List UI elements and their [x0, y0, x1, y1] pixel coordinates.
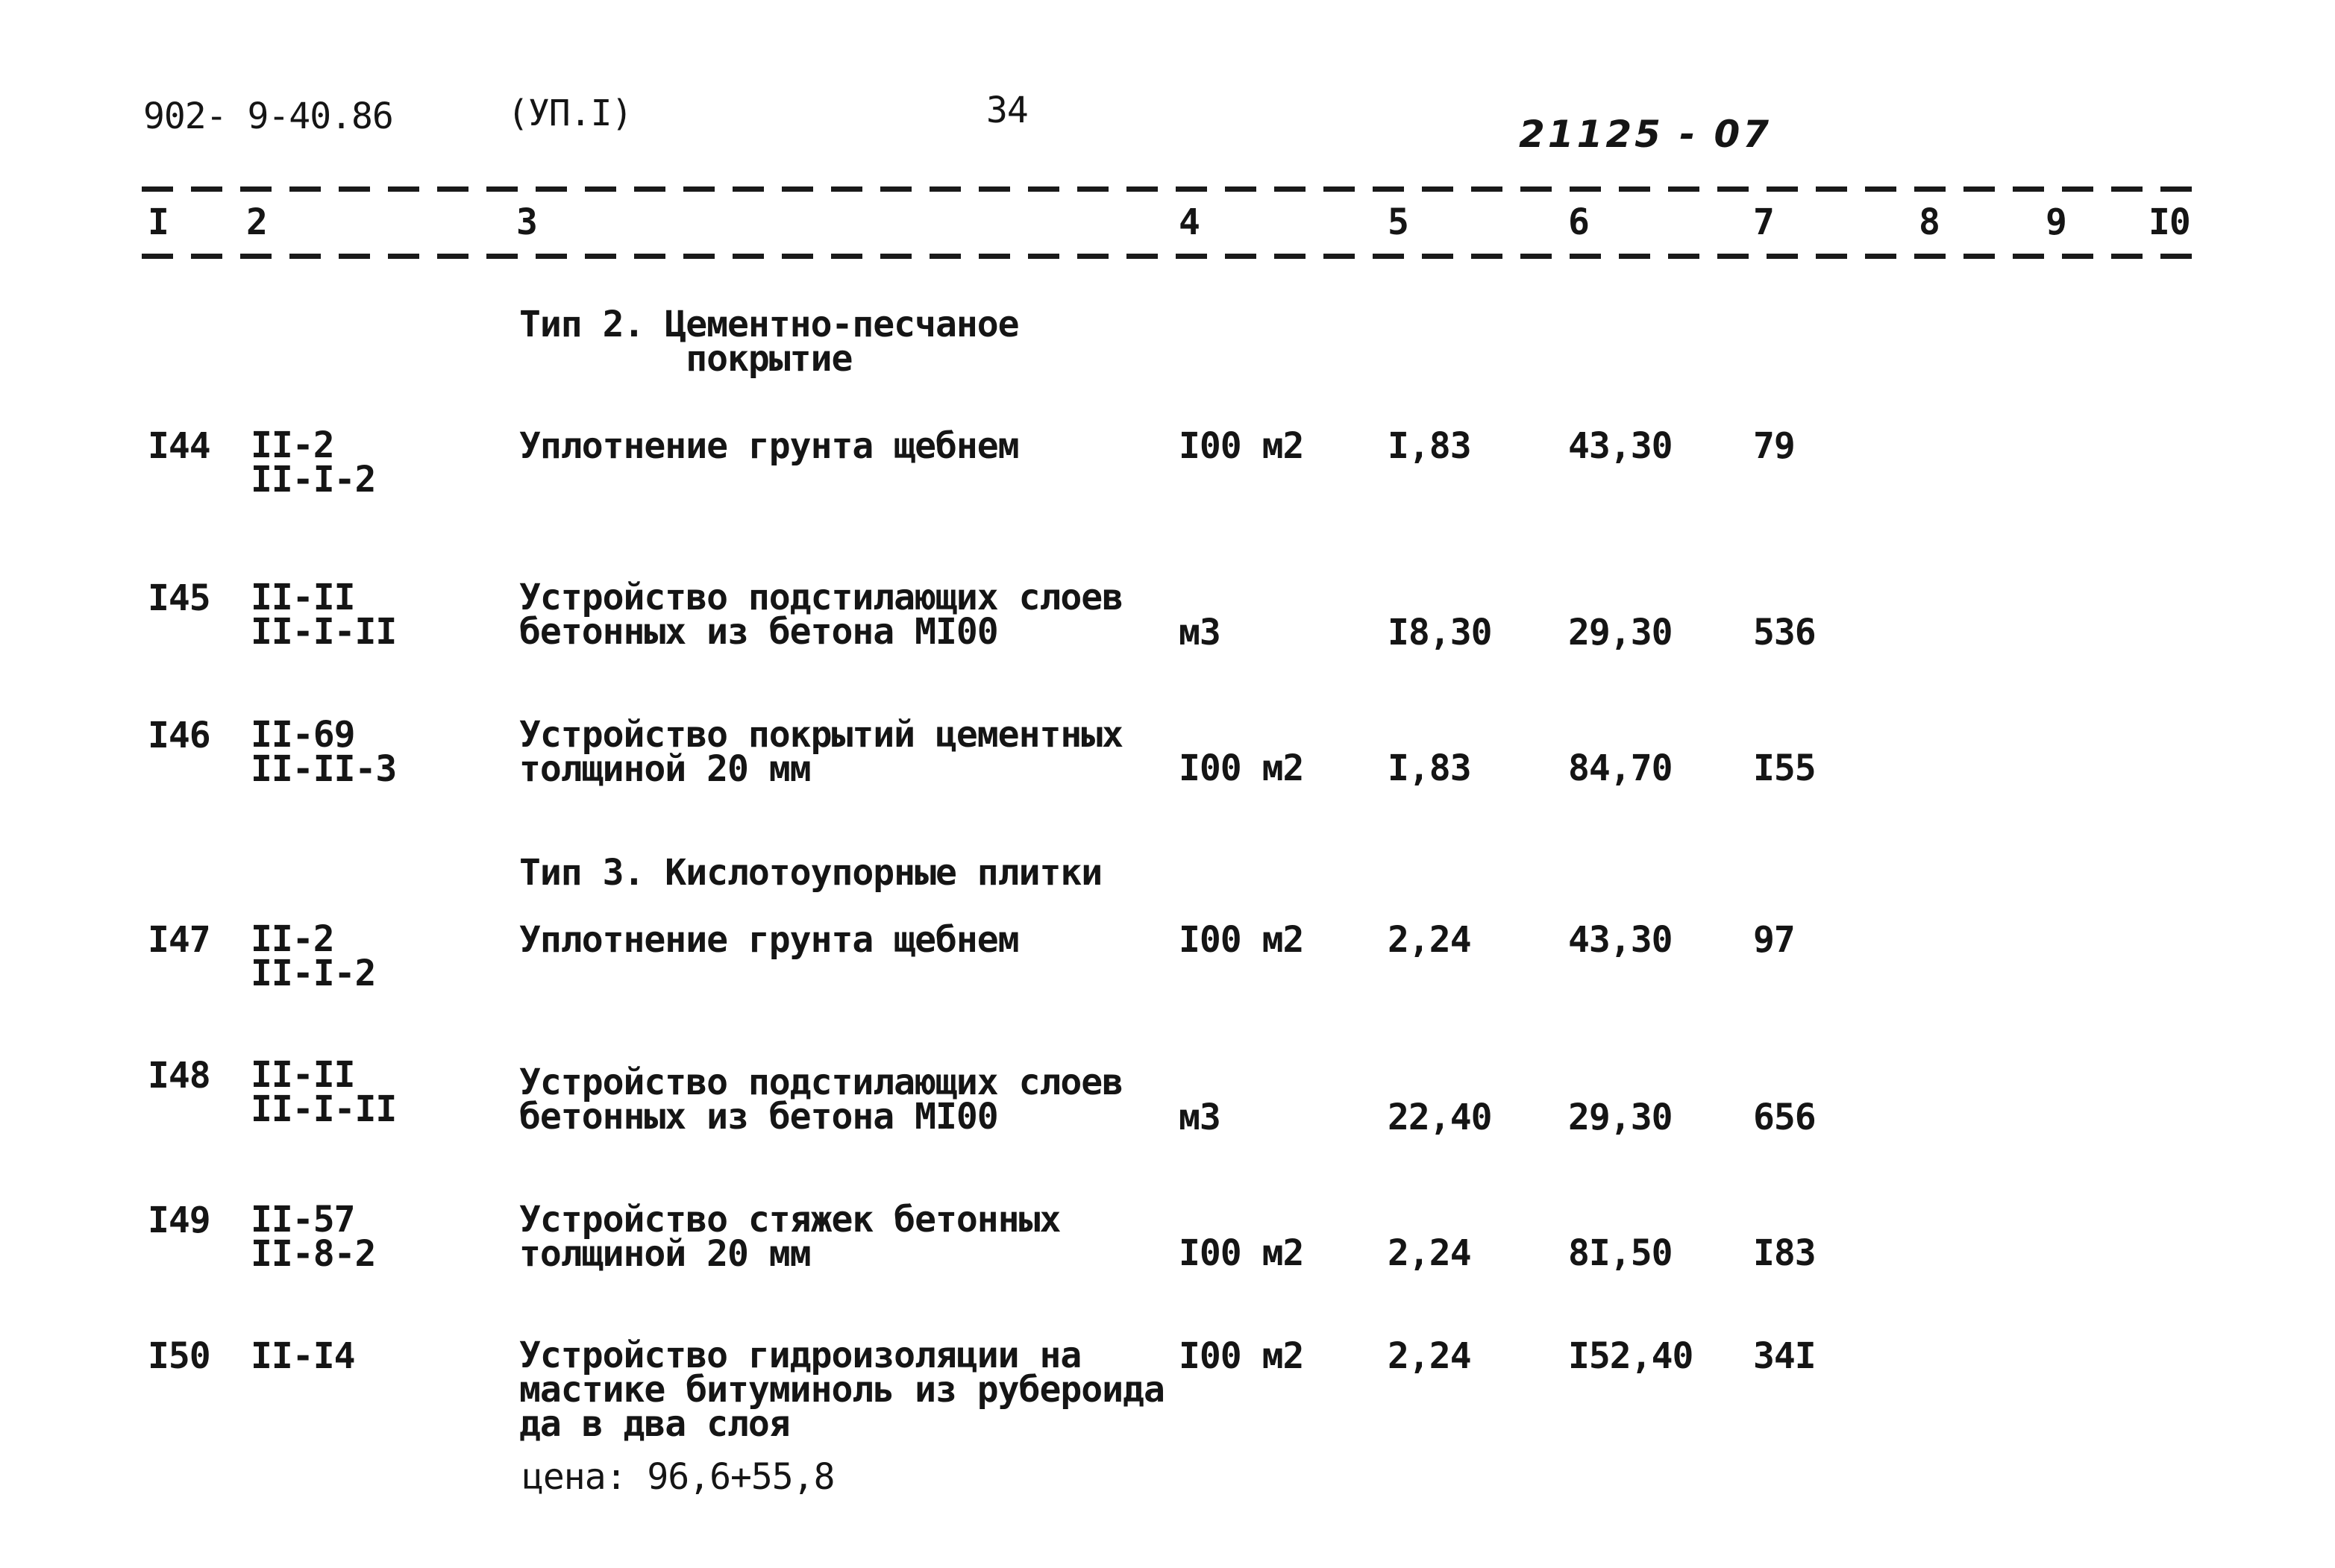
unit-price: I52,40 — [1568, 1335, 1693, 1377]
total-cost: 34I — [1753, 1335, 1816, 1377]
quantity: 2,24 — [1388, 1232, 1471, 1274]
unit-price: 43,30 — [1568, 919, 1673, 961]
unit: м3 — [1179, 1097, 1220, 1138]
column-number: 4 — [1179, 201, 1200, 243]
unit-price: 84,70 — [1568, 747, 1673, 789]
unit: I00 м2 — [1179, 747, 1304, 789]
rate-code: II-II II-I-II — [251, 577, 397, 653]
work-description: Устройство покрытий цементных толщиной 20 мм — [519, 714, 1123, 790]
rate-code: II-57 II-8-2 — [251, 1199, 376, 1275]
unit: м3 — [1179, 612, 1220, 653]
column-number: 2 — [246, 201, 267, 243]
unit-price: 29,30 — [1568, 612, 1673, 653]
column-number: 3 — [516, 201, 537, 243]
work-description: Устройство стяжек бетонных толщиной 20 мм — [519, 1199, 1061, 1275]
work-description: Устройство гидроизоляции на мастике битуминоль из рубероида да в два слоя — [519, 1335, 1165, 1445]
total-cost: 97 — [1753, 919, 1795, 961]
unit: I00 м2 — [1179, 425, 1304, 467]
total-cost: I83 — [1753, 1232, 1816, 1274]
album-reference: (УП.I) — [507, 92, 633, 134]
header-bottom-divider — [142, 254, 2201, 259]
column-number: 7 — [1753, 201, 1774, 243]
quantity: 2,24 — [1388, 1335, 1471, 1377]
rate-code: II-I4 — [251, 1335, 355, 1377]
column-number: 9 — [2046, 201, 2066, 243]
total-cost: 79 — [1753, 425, 1795, 467]
work-description: Уплотнение грунта щебнем — [519, 919, 1019, 961]
quantity: 22,40 — [1388, 1097, 1492, 1138]
rate-code: II-II II-I-II — [251, 1054, 397, 1130]
handwritten-number: 21125 - 07 — [1519, 113, 1773, 156]
unit-price: 29,30 — [1568, 1097, 1673, 1138]
total-cost: I55 — [1753, 747, 1816, 789]
rate-code: II-2 II-I-2 — [251, 424, 376, 501]
row-number: I47 — [148, 919, 210, 961]
document-code: 902- 9-40.86 — [143, 95, 393, 137]
row-number: I48 — [148, 1055, 210, 1097]
page-number: 34 — [986, 90, 1028, 131]
price-note: цена: 96,6+55,8 — [522, 1456, 835, 1498]
quantity: I,83 — [1388, 425, 1471, 467]
quantity: 2,24 — [1388, 919, 1471, 961]
row-number: I44 — [148, 425, 210, 467]
section-heading-type-3: Тип 3. Кислотоупорные плитки — [519, 852, 1103, 894]
row-number: I49 — [148, 1199, 210, 1241]
quantity: I8,30 — [1388, 612, 1492, 653]
column-number: 8 — [1919, 201, 1940, 243]
total-cost: 656 — [1753, 1097, 1816, 1138]
work-description: Устройство подстилающих слоев бетонных из бетона МI00 — [519, 577, 1123, 653]
column-number: 5 — [1388, 201, 1408, 243]
rate-code: II-2 II-I-2 — [251, 918, 376, 994]
row-number: I50 — [148, 1335, 210, 1377]
header-top-divider — [142, 186, 2201, 192]
column-number: I — [148, 201, 169, 243]
unit: I00 м2 — [1179, 919, 1304, 961]
unit-price: 43,30 — [1568, 425, 1673, 467]
column-number: I0 — [2148, 201, 2190, 243]
column-number: 6 — [1568, 201, 1589, 243]
unit: I00 м2 — [1179, 1232, 1304, 1274]
rate-code: II-69 II-II-3 — [251, 714, 397, 790]
work-description: Устройство подстилающих слоев бетонных из бетона МI00 — [519, 1061, 1123, 1138]
section-heading-type-2: Тип 2. Цементно-песчаное покрытие — [519, 304, 1019, 380]
row-number: I46 — [148, 715, 210, 756]
unit-price: 8I,50 — [1568, 1232, 1673, 1274]
quantity: I,83 — [1388, 747, 1471, 789]
work-description: Уплотнение грунта щебнем — [519, 425, 1019, 467]
unit: I00 м2 — [1179, 1335, 1304, 1377]
row-number: I45 — [148, 577, 210, 619]
total-cost: 536 — [1753, 612, 1816, 653]
